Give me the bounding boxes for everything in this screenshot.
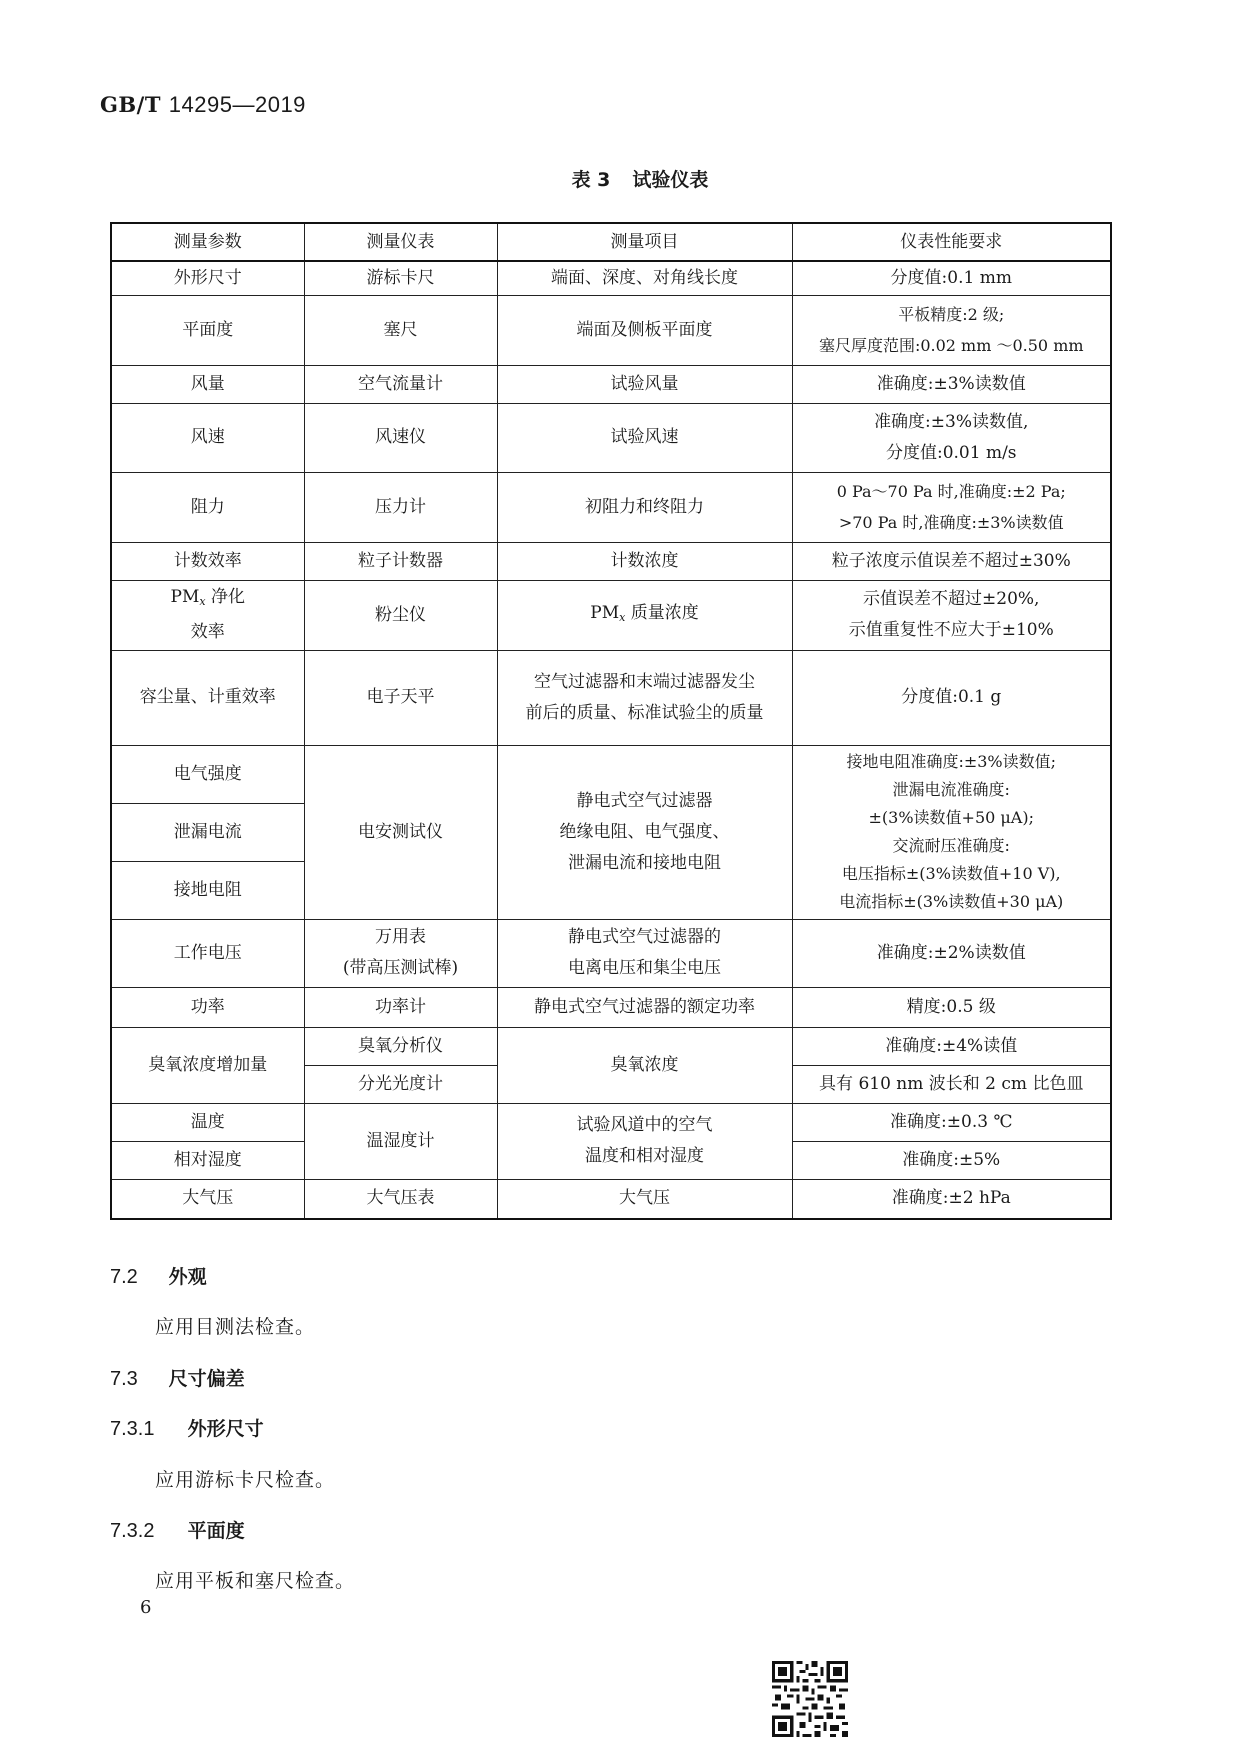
table-row — [111, 580, 1111, 650]
cell-param: 风量 — [111, 365, 304, 403]
pm-subscript: x — [619, 610, 626, 624]
req-line: 电流指标±(3%读数值+30 μA) — [839, 892, 1064, 911]
column-header: 测量仪表 — [304, 223, 497, 261]
item-line: 泄漏电流和接地电阻 — [568, 852, 721, 873]
cell-param: 外形尺寸 — [111, 261, 304, 295]
cell-requirement: 准确度:±4%读值 — [792, 1027, 1111, 1065]
cell-requirement: 准确度:±5% — [792, 1141, 1111, 1179]
cell-requirement — [792, 472, 1111, 542]
item-line: 绝缘电阻、电气强度、 — [559, 821, 730, 842]
req-line: ±(3%读数值+50 μA); — [868, 808, 1034, 827]
table-row — [111, 987, 1111, 1027]
cell-instrument: 功率计 — [304, 987, 497, 1027]
cell-instrument: 压力计 — [304, 472, 497, 542]
table-row — [111, 1103, 1111, 1141]
pm-label: PM — [590, 602, 620, 623]
section-number: 7.3.1 — [110, 1418, 155, 1440]
section-number: 7.2 — [110, 1266, 138, 1288]
item-line: 前后的质量、标准试验尘的质量 — [525, 702, 764, 723]
cell-item: 试验风速 — [497, 403, 792, 472]
table-row — [111, 919, 1111, 987]
cell-item: 计数浓度 — [497, 542, 792, 580]
instrument-line: 万用表 — [375, 927, 426, 947]
req-line: 平板精度:2 级; — [898, 305, 1005, 324]
cell-instrument — [304, 919, 497, 987]
cell-param: 相对湿度 — [111, 1141, 304, 1179]
cell-instrument: 大气压表 — [304, 1179, 497, 1219]
cell-requirement: 分度值:0.1 g — [792, 650, 1111, 745]
cell-param: 风速 — [111, 403, 304, 472]
section-title: 尺寸偏差 — [168, 1368, 245, 1390]
cell-param: 容尘量、计重效率 — [111, 650, 304, 745]
cell-requirement: 准确度:±2 hPa — [792, 1179, 1111, 1219]
cell-param: 电气强度 — [111, 745, 304, 803]
cell-param: 计数效率 — [111, 542, 304, 580]
cell-instrument: 臭氧分析仪 — [304, 1027, 497, 1065]
req-line: >70 Pa 时,准确度:±3%读数值 — [838, 513, 1064, 532]
table-row — [111, 261, 1111, 295]
cell-item: 端面、深度、对角线长度 — [497, 261, 792, 295]
table-row — [111, 365, 1111, 403]
table-header-row — [111, 223, 1111, 261]
cell-param: 接地电阻 — [111, 861, 304, 919]
cell-item — [497, 580, 792, 650]
cell-requirement: 分度值:0.1 mm — [792, 261, 1111, 295]
page-number: 6 — [140, 1597, 152, 1618]
cell-param: 泄漏电流 — [111, 803, 304, 861]
cell-requirement: 粒子浓度示值误差不超过±30% — [792, 542, 1111, 580]
pm-subscript: x — [199, 595, 206, 608]
section-heading-7-2 — [110, 1262, 207, 1289]
cell-requirement: 准确度:±0.3 ℃ — [792, 1103, 1111, 1141]
cell-instrument: 塞尺 — [304, 295, 497, 365]
cell-param: 大气压 — [111, 1179, 304, 1219]
instrument-table — [110, 222, 1112, 1220]
cell-item — [497, 919, 792, 987]
column-header: 测量项目 — [497, 223, 792, 261]
req-line: 交流耐压准确度: — [892, 836, 1010, 855]
qr-code-icon — [772, 1661, 848, 1737]
cell-item: 大气压 — [497, 1179, 792, 1219]
req-line: 示值误差不超过±20%, — [863, 589, 1040, 609]
section-body: 应用游标卡尺检查。 — [155, 1469, 336, 1491]
cell-item — [497, 650, 792, 745]
cell-instrument: 电子天平 — [304, 650, 497, 745]
cell-param: 功率 — [111, 987, 304, 1027]
cell-requirement — [792, 580, 1111, 650]
req-line: 泄漏电流准确度: — [892, 780, 1010, 799]
cell-instrument: 分光光度计 — [304, 1065, 497, 1103]
column-header: 仪表性能要求 — [792, 223, 1111, 261]
req-line: 塞尺厚度范围:0.02 mm ～0.50 mm — [818, 336, 1084, 355]
section-body: 应用目测法检查。 — [155, 1316, 316, 1338]
item-line: 静电式空气过滤器的 — [568, 927, 721, 947]
cell-item: 端面及侧板平面度 — [497, 295, 792, 365]
section-title: 平面度 — [187, 1520, 245, 1542]
table-row — [111, 1179, 1111, 1219]
column-header: 测量参数 — [111, 223, 304, 261]
section-title: 外观 — [168, 1266, 207, 1288]
table-label: 表 3 — [571, 169, 611, 191]
section-heading-7-3 — [110, 1364, 245, 1391]
param-line — [116, 582, 300, 617]
cell-requirement: 精度:0.5 级 — [792, 987, 1111, 1027]
section-title: 外形尺寸 — [187, 1418, 264, 1440]
item-line: 空气过滤器和末端过滤器发尘 — [534, 671, 755, 692]
instrument-line: (带高压测试棒) — [342, 958, 459, 978]
standard-code — [100, 92, 306, 118]
req-line: 0 Pa～70 Pa 时,准确度:±2 Pa; — [836, 482, 1066, 501]
req-line: 示值重复性不应大于±10% — [848, 620, 1054, 640]
param-text: 净化 — [205, 587, 245, 607]
cell-requirement: 准确度:±2%读数值 — [792, 919, 1111, 987]
cell-requirement — [792, 295, 1111, 365]
cell-instrument: 空气流量计 — [304, 365, 497, 403]
item-text: 质量浓度 — [625, 602, 699, 623]
table-row — [111, 295, 1111, 365]
pm-label: PM — [170, 587, 200, 607]
req-line: 准确度:±3%读数值, — [874, 411, 1029, 432]
cell-param: 阻力 — [111, 472, 304, 542]
cell-param: 平面度 — [111, 295, 304, 365]
cell-item: 静电式空气过滤器的额定功率 — [497, 987, 792, 1027]
item-line: 电离电压和集尘电压 — [568, 958, 721, 978]
item-line: 试验风道中的空气 — [576, 1115, 713, 1135]
cell-param: 温度 — [111, 1103, 304, 1141]
table-row — [111, 542, 1111, 580]
cell-requirement — [792, 403, 1111, 472]
cell-instrument: 电安测试仪 — [304, 745, 497, 919]
cell-instrument: 游标卡尺 — [304, 261, 497, 295]
cell-param: 臭氧浓度增加量 — [111, 1027, 304, 1103]
table-row — [111, 650, 1111, 745]
section-body: 应用平板和塞尺检查。 — [155, 1570, 356, 1592]
section-heading-7-3-2 — [110, 1516, 245, 1543]
param-line: 效率 — [190, 622, 225, 642]
cell-item — [497, 1103, 792, 1179]
cell-item: 臭氧浓度 — [497, 1027, 792, 1103]
table-title — [0, 165, 1240, 192]
cell-item — [497, 745, 792, 919]
section-number: 7.3.2 — [110, 1520, 155, 1542]
cell-param — [111, 580, 304, 650]
standard-prefix: GB/T — [100, 92, 161, 117]
cell-instrument: 粒子计数器 — [304, 542, 497, 580]
section-heading-7-3-1 — [110, 1414, 264, 1441]
req-line: 电压指标±(3%读数值+10 V), — [841, 864, 1061, 883]
cell-requirement: 准确度:±3%读数值 — [792, 365, 1111, 403]
cell-param: 工作电压 — [111, 919, 304, 987]
cell-instrument: 粉尘仪 — [304, 580, 497, 650]
item-line: 温度和相对湿度 — [585, 1146, 704, 1166]
item-line: 静电式空气过滤器 — [576, 790, 713, 811]
table-row — [111, 472, 1111, 542]
cell-requirement: 具有 610 nm 波长和 2 cm 比色皿 — [792, 1065, 1111, 1103]
cell-requirement — [792, 745, 1111, 919]
table-row — [111, 1027, 1111, 1065]
table-row — [111, 745, 1111, 803]
req-line: 分度值:0.01 m/s — [885, 442, 1017, 463]
cell-instrument: 温湿度计 — [304, 1103, 497, 1179]
cell-item: 初阻力和终阻力 — [497, 472, 792, 542]
req-line: 接地电阻准确度:±3%读数值; — [846, 752, 1057, 771]
table-row — [111, 403, 1111, 472]
cell-instrument: 风速仪 — [304, 403, 497, 472]
section-number: 7.3 — [110, 1368, 138, 1390]
standard-number: 14295—2019 — [168, 92, 306, 117]
cell-item: 试验风量 — [497, 365, 792, 403]
table-title-text: 试验仪表 — [632, 169, 709, 191]
